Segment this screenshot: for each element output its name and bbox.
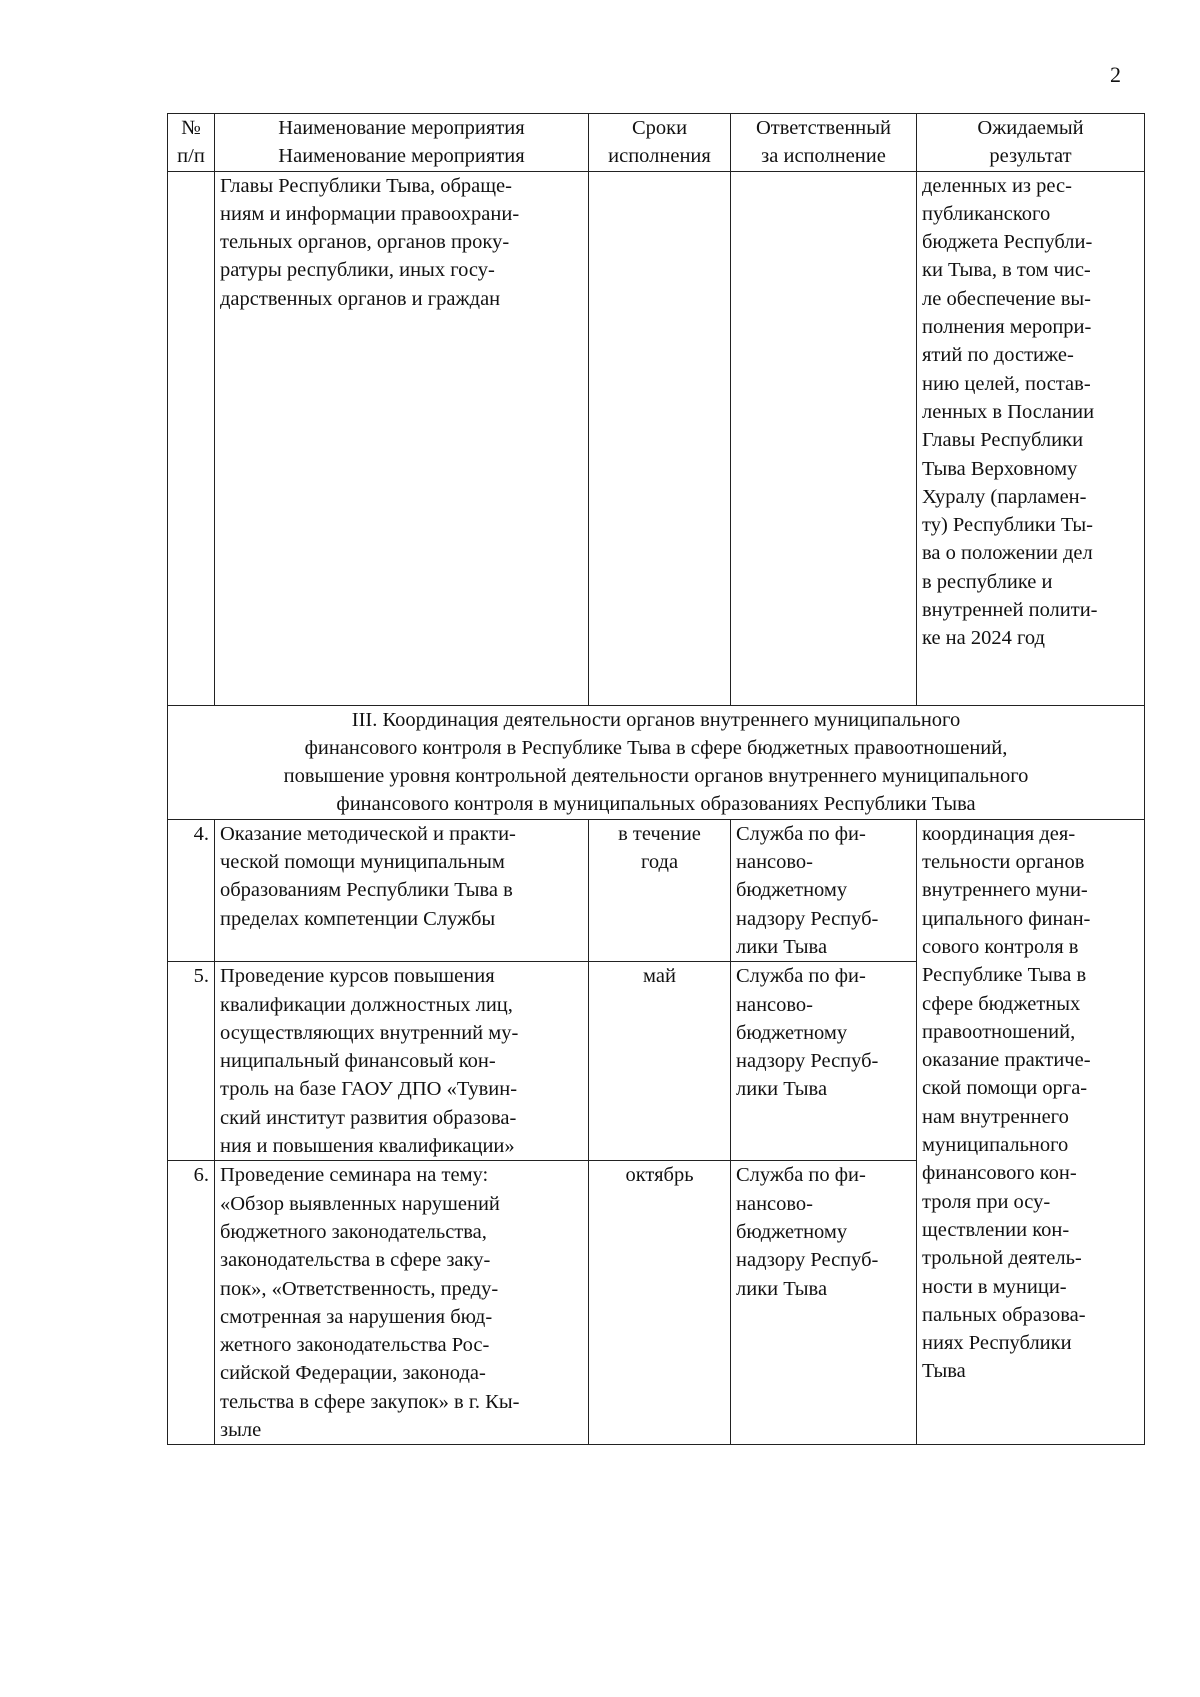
- cell-name: Оказание методической и практи- ческой помощи муниципальным образованиям Республики Тыва в пределах компетенции Службы: [215, 819, 589, 961]
- table-row-4: [168, 819, 1145, 961]
- cell-term: в течение года: [589, 819, 731, 961]
- section-row: [168, 705, 1145, 819]
- cell-responsible: [731, 171, 917, 705]
- cell-term: [589, 171, 731, 705]
- header-num: № п/п: [168, 114, 215, 172]
- cell-responsible: Служба по фи- нансово- бюджетному надзору Респуб- лики Тыва: [731, 1161, 917, 1445]
- page-number: 2: [1110, 62, 1121, 87]
- header-term: Сроки исполнения: [589, 114, 731, 172]
- table-row-continued: [168, 171, 1145, 705]
- cell-responsible: Служба по фи- нансово- бюджетному надзору Респуб- лики Тыва: [731, 819, 917, 961]
- header-responsible: Ответственный за исполнение: [731, 114, 917, 172]
- cell-result-merged: координация дея- тельности органов внутреннего муни- ципального финан- сового контроля в Республике Тыва в сфере бюджетных правоотношений, оказание практиче- ской помощи орга- нам внутреннего муниципального финансового кон- троля при осу- ществлении кон- трольной деятель- ности в муници- пальных образова- ниях Республики Тыва: [917, 819, 1145, 1445]
- cell-name: Главы Республики Тыва, обраще- ниям и информации правоохрани- тельных органов, органов проку- ратуры республики, иных госу- дарственных органов и граждан: [215, 171, 589, 705]
- table-header-row: [168, 114, 1145, 172]
- cell-responsible: Служба по фи- нансово- бюджетному надзору Респуб- лики Тыва: [731, 962, 917, 1161]
- cell-term: октябрь: [589, 1161, 731, 1445]
- cell-name: Проведение курсов повышения квалификации должностных лиц, осуществляющих внутренний му- ниципальный финансовый кон- троль на базе ГАОУ ДПО «Тувин- ский институт развития образова- ния и повышения квалификации»: [215, 962, 589, 1161]
- cell-num: [168, 171, 215, 705]
- cell-term: май: [589, 962, 731, 1161]
- activities-table: [167, 113, 1145, 1445]
- header-result: Ожидаемый результат: [917, 114, 1145, 172]
- cell-num: 6.: [168, 1161, 215, 1445]
- cell-result: деленных из рес- публиканского бюджета Республи- ки Тыва, в том чис- ле обеспечение вы- полнения меропри- ятий по достиже- нию целей, постав- ленных в Послании Главы Республики Тыва Верховному Хуралу (парламен- ту) Республики Ты- ва о положении дел в республике и внутренней полити- ке на 2024 год: [917, 171, 1145, 705]
- cell-name: Проведение семинара на тему: «Обзор выявленных нарушений бюджетного законодательства, законодательства в сфере заку- пок», «Ответственность, преду- смотренная за нарушения бюд- жетного законодательства Рос- сийской Федерации, законода- тельства в сфере закупок» в г. Кы- зыле: [215, 1161, 589, 1445]
- cell-num: 5.: [168, 962, 215, 1161]
- header-name: Наименование мероприятия Наименование мероприятия: [215, 114, 589, 172]
- cell-num: 4.: [168, 819, 215, 961]
- section-title: III. Координация деятельности органов внутреннего муниципального финансового контроля в Республике Тыва в сфере бюджетных правоотношений, повышение уровня контрольной деятельности органов внутреннего муниципального финансового контроля в муниципальных образованиях Республики Тыва: [168, 705, 1145, 819]
